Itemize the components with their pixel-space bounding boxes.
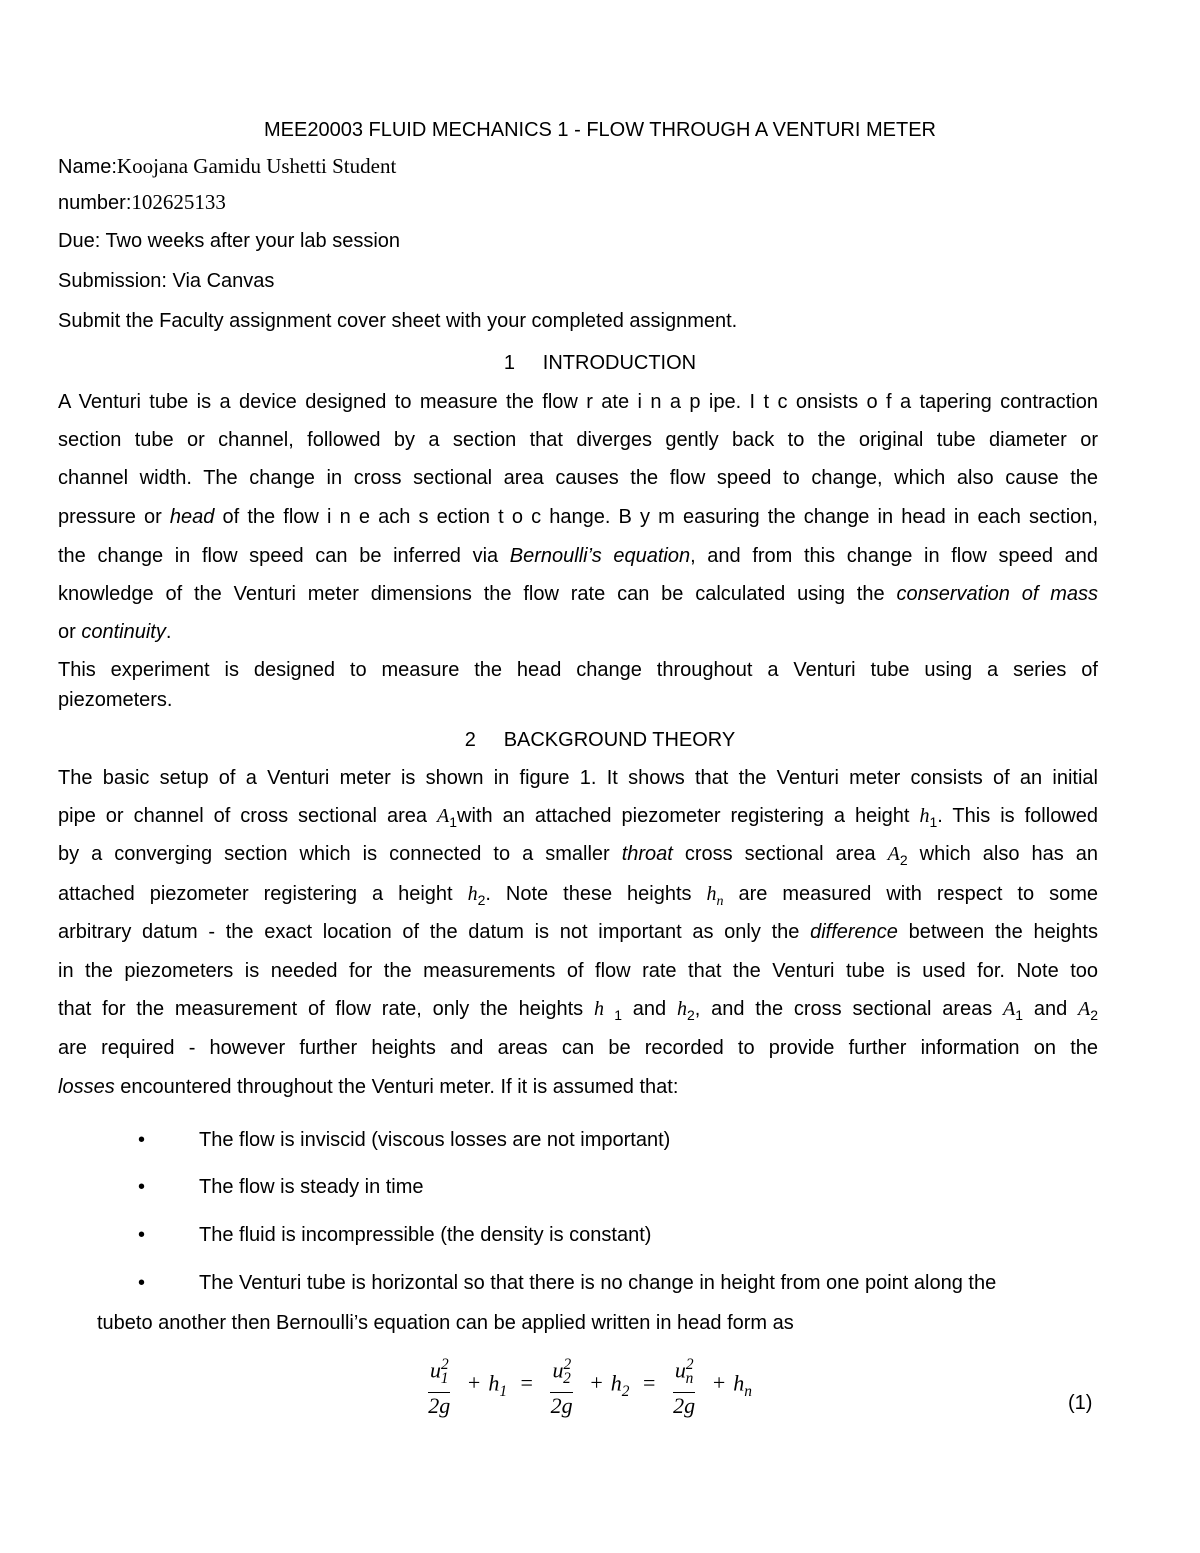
equation-term-n: $\frac{u^2_n}{2g}$: [673, 1352, 695, 1419]
student-number-line: [58, 190, 226, 215]
intro-line-9: piezometers.: [58, 689, 173, 711]
number-label: number:: [58, 192, 132, 214]
assumption-item-4-continued: tubeto another then Bernoulli’s equation can be applied written in head form as: [97, 1312, 794, 1334]
cover-sheet-line: Submit the Faculty assignment cover sheet with your completed assignment.: [58, 310, 738, 332]
throat-term: throat: [621, 843, 673, 865]
bullet-icon: •: [138, 1272, 146, 1294]
intro-line-3: channel width. The change in cross sectional area causes the flow speed to change, which also cause the: [58, 467, 1098, 489]
equation-number: (1): [1068, 1392, 1093, 1414]
background-line-5: arbitrary datum - the exact location of the datum is not important as only the difference between the heights: [58, 921, 1098, 943]
equation-term-2: $\frac{u^2_2}{2g}$: [550, 1352, 572, 1419]
intro-line-6: knowledge of the Venturi meter dimensions the flow rate can be calculated using the conservation of mass: [58, 583, 1098, 605]
introduction-heading: 1 INTRODUCTION: [503, 352, 697, 374]
background-heading: 2 BACKGROUND THEORY: [464, 729, 736, 751]
background-line-3: by a converging section which is connected to a smaller throat cross sectional area $A_2$ which also has an: [58, 843, 1099, 868]
background-line-8: are required - however further heights and areas can be recorded to provide further information on the: [58, 1037, 1098, 1059]
background-line-9: losses encountered throughout the Venturi meter. If it is assumed that:: [58, 1076, 679, 1098]
losses-term: losses: [58, 1076, 115, 1098]
due-line: Due: Two weeks after your lab session: [58, 230, 401, 252]
name-value: Koojana Gamidu Ushetti Student: [116, 154, 397, 178]
intro-line-5: the change in flow speed can be inferred via Bernoulli’s equation, and from this change in flow speed and: [58, 545, 1098, 567]
bernoulli-equation: $\frac{u^2_1}{2g}$ + $h_1$ = $\frac{u^2_2}{2g}$ + $h_2$ = $\frac{u^2_n}{2g}$ + $h_n$: [424, 1352, 752, 1419]
continuity-term: continuity: [81, 621, 166, 643]
background-line-1: The basic setup of a Venturi meter is shown in figure 1. It shows that the Venturi meter consists of an initial: [58, 767, 1098, 789]
intro-line-7: or continuity.: [58, 621, 172, 643]
difference-term: difference: [810, 921, 898, 943]
background-line-6: in the piezometers is needed for the measurements of flow rate that the Venturi tube is used for. Note too: [58, 960, 1098, 982]
conservation-term: conservation of mass: [896, 583, 1098, 605]
intro-line-4: pressure or head of the flow i n e ach s ection t o c hange. B y m easuring the change in head in each section,: [58, 506, 1098, 528]
background-line-2: pipe or channel of cross sectional area $A_1with$ an attached piezometer registering a height $h_1$. This is followed: [58, 805, 1099, 830]
assumption-item-1: The flow is inviscid (viscous losses are not important): [199, 1129, 671, 1151]
assumption-item-4: The Venturi tube is horizontal so that there is no change in height from one point along the: [199, 1272, 997, 1294]
bullet-icon: •: [138, 1129, 146, 1151]
bernoulli-term: Bernoulli’s equation: [509, 545, 691, 567]
document-title: MEE20003 FLUID MECHANICS 1 - FLOW THROUGH A VENTURI METER: [264, 119, 936, 141]
background-line-4: attached piezometer registering a height $h_2$. Note these heights $h_n$ are measured with respect to some: [58, 883, 1099, 909]
name-line: [58, 154, 396, 179]
intro-line-2: section tube or channel, followed by a section that diverges gently back to the original tube diameter or: [58, 429, 1098, 451]
number-value: 102625133: [131, 190, 226, 214]
equation-term-1: $\frac{u^2_1}{2g}$: [428, 1352, 450, 1419]
name-label: Name:: [58, 156, 117, 178]
head-term: head: [169, 506, 215, 528]
assumption-item-2: The flow is steady in time: [199, 1176, 424, 1198]
intro-line-1: A Venturi tube is a device designed to measure the flow r ate i n a p ipe. I t c onsists o f a tapering contraction: [58, 391, 1098, 413]
intro-line-8: This experiment is designed to measure the head change throughout a Venturi tube using a series of: [58, 659, 1098, 681]
submission-line: Submission: Via Canvas: [58, 270, 275, 292]
bullet-icon: •: [138, 1176, 146, 1198]
bullet-icon: •: [138, 1224, 146, 1246]
background-line-7: that for the measurement of flow rate, only the heights h $_1$ and $h_2$, and the cross sectional areas $A_1$ and $A_2$: [58, 998, 1099, 1023]
assumption-item-3: The fluid is incompressible (the density is constant): [199, 1224, 652, 1246]
